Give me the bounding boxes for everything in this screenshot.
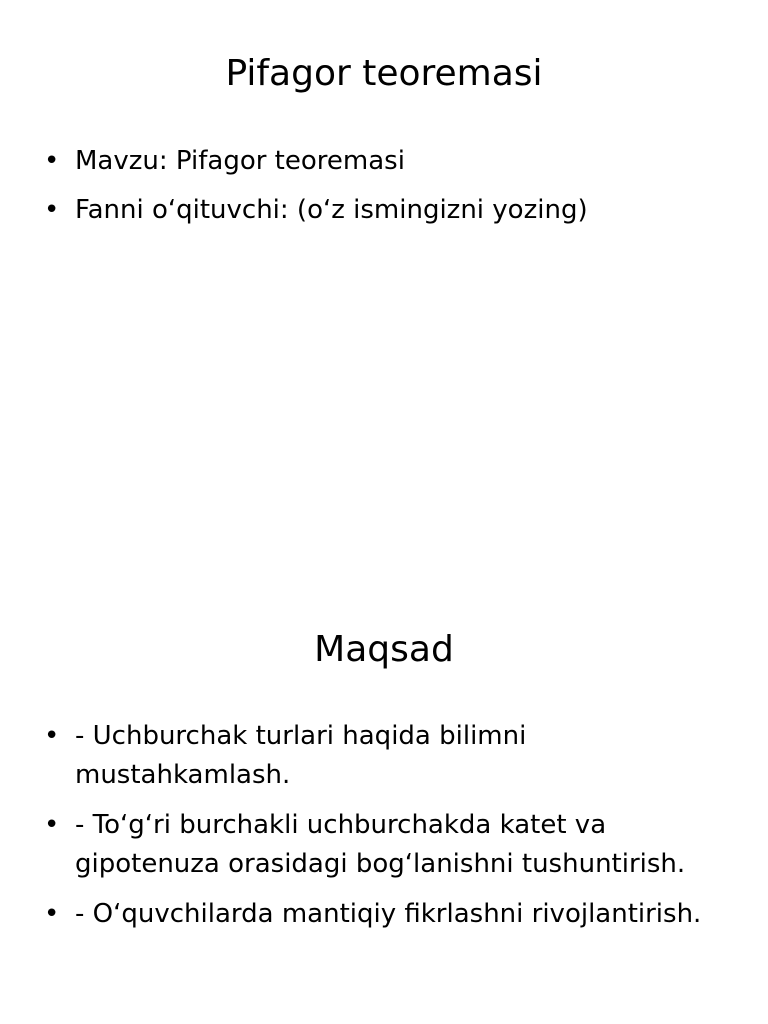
- bullet-text: Fanni o‘qituvchi: (o‘z ismingizni yozing): [75, 195, 588, 225]
- slide-title: Maqsad: [314, 629, 454, 670]
- bullet-list: [40, 142, 730, 240]
- slide-title: Pifagor teoremasi: [225, 53, 543, 94]
- bullet-item: [40, 717, 730, 795]
- bullet-dot-icon: •: [44, 146, 60, 176]
- bullet-item: [40, 142, 730, 181]
- bullet-text: - O‘quvchilarda mantiqiy fikrlashni rivojlantirish.: [75, 899, 702, 929]
- bullet-list: [40, 717, 730, 945]
- bullet-item: [40, 806, 730, 884]
- slide-maqsad: [0, 576, 768, 1024]
- bullet-text: Mavzu: Pifagor teoremasi: [75, 146, 405, 176]
- bullet-dot-icon: •: [44, 195, 60, 225]
- bullet-dot-icon: •: [44, 721, 60, 751]
- bullet-item: [40, 191, 730, 230]
- bullet-item: [40, 895, 730, 934]
- bullet-text: - To‘g‘ri burchakli uchburchakda katet va gipotenuza orasidagi bog‘lanishni tushuntirish.: [75, 810, 686, 879]
- bullet-dot-icon: •: [44, 899, 60, 929]
- bullet-text: - Uchburchak turlari haqida bilimni mustahkamlash.: [75, 721, 527, 790]
- bullet-dot-icon: •: [44, 810, 60, 840]
